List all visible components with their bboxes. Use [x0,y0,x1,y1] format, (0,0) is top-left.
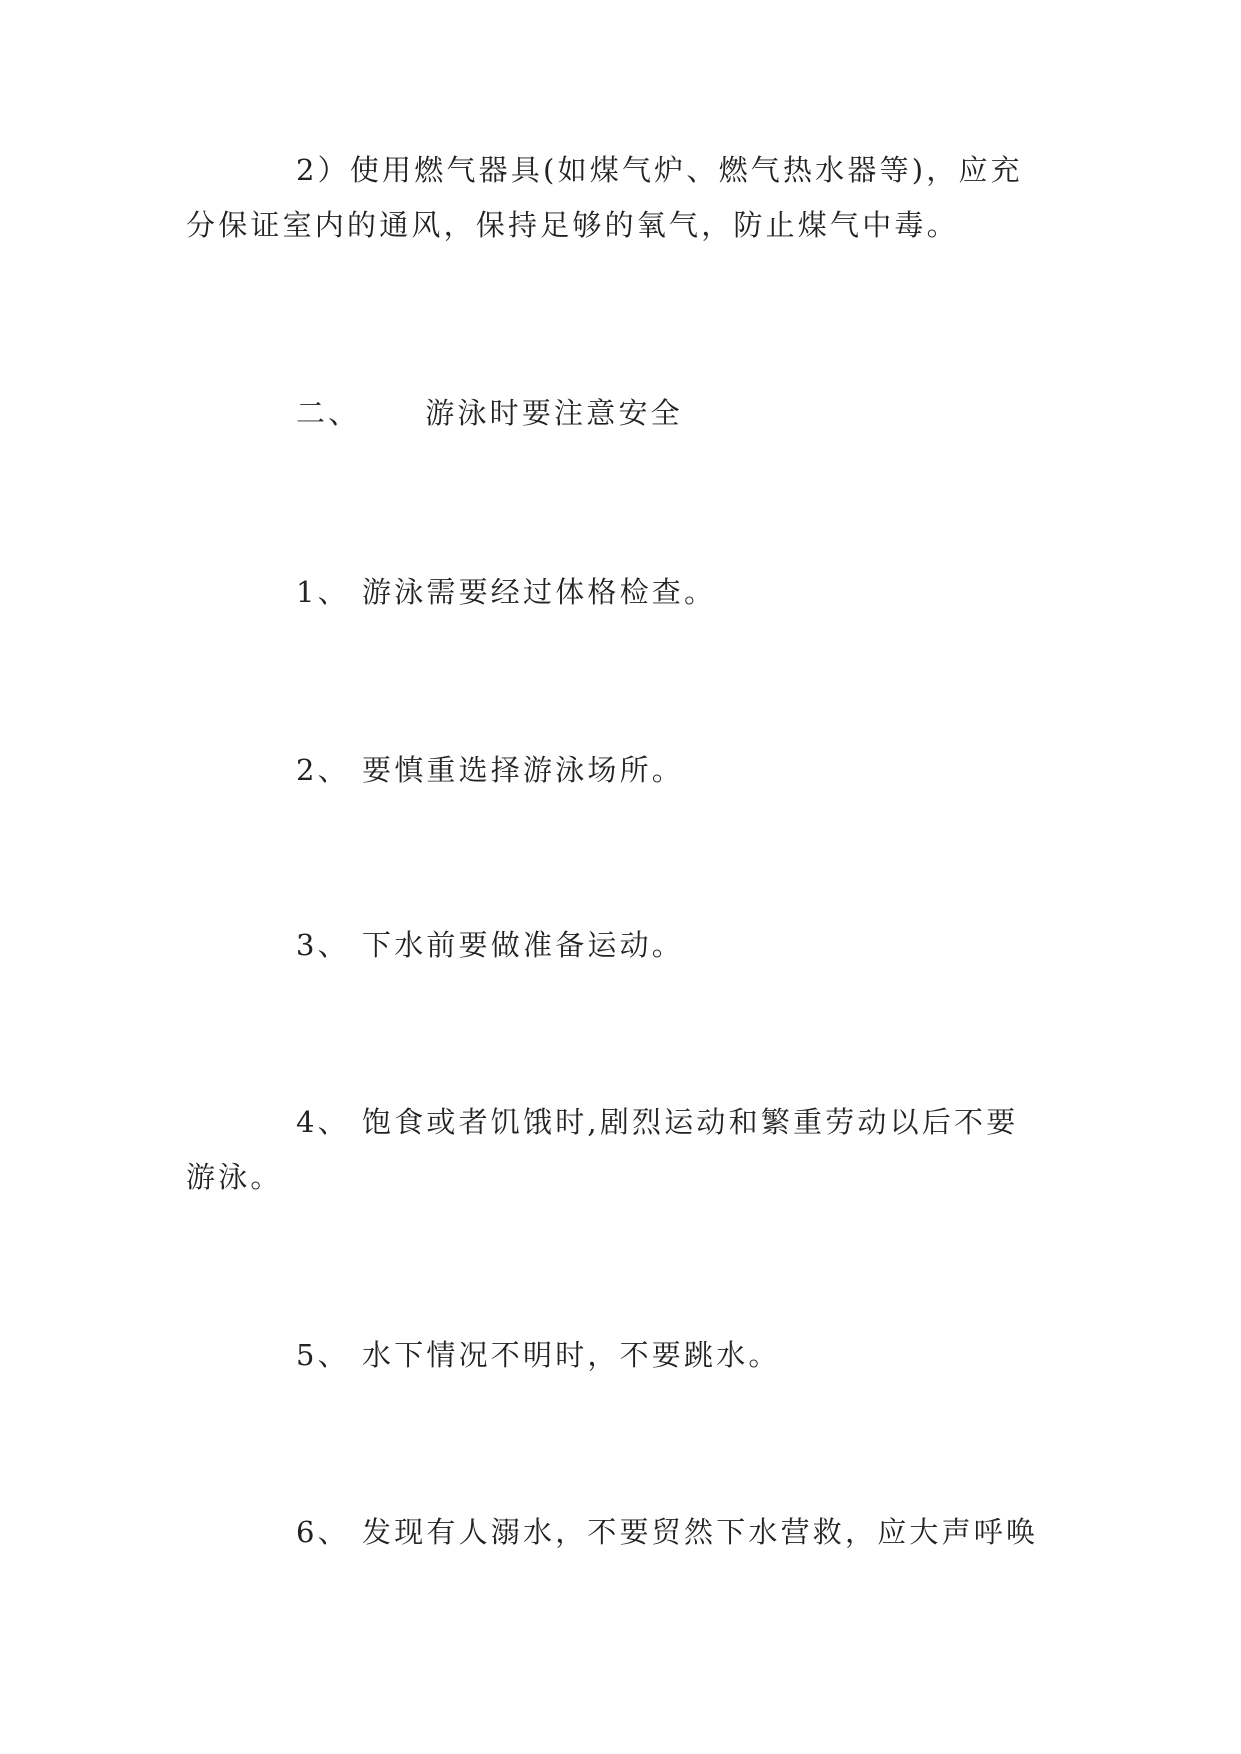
list-item-number: 2、 [296,753,350,787]
list-item-text: 饱食或者饥饿时,剧烈运动和繁重劳动以后不要 [362,1105,1019,1139]
list-item [296,1515,1038,1549]
list-item-text: 水下情况不明时，不要跳水。 [362,1338,781,1372]
list-item-text: 发现有人溺水，不要贸然下水营救，应大声呼唤 [362,1515,1039,1549]
list-item-continuation: 游泳。 [186,1160,283,1194]
list-item [296,1105,1018,1139]
section-heading [296,396,683,430]
section-heading-title: 游泳时要注意安全 [425,396,683,430]
list-item-number: 1、 [296,575,350,609]
list-item [296,753,684,787]
paragraph-gas-line-1: 2）使用燃气器具(如煤气炉、燃气热水器等)，应充 [296,153,1023,187]
list-item-text: 下水前要做准备运动。 [362,928,685,962]
list-item [296,1338,781,1372]
paragraph-gas-line-2: 分保证室内的通风，保持足够的氧气，防止煤气中毒。 [186,208,959,242]
list-item [296,575,716,609]
list-item-number: 5、 [296,1338,350,1372]
list-item-text: 要慎重选择游泳场所。 [362,753,685,787]
section-heading-number: 二、 [296,396,361,430]
list-item-text: 游泳需要经过体格检查。 [362,575,717,609]
list-item [296,928,684,962]
list-item-number: 6、 [296,1515,350,1549]
list-item-number: 4、 [296,1105,350,1139]
list-item-number: 3、 [296,928,350,962]
